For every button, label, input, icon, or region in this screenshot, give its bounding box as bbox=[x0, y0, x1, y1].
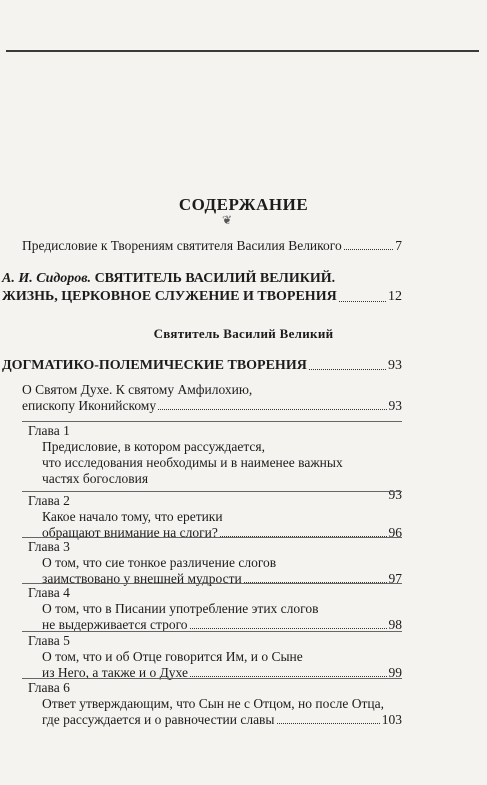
toc-entry-preface[interactable] bbox=[22, 238, 402, 254]
chapter-divider bbox=[22, 678, 402, 679]
toc-entry-chapter-4[interactable] bbox=[42, 601, 402, 633]
toc-page-number: 12 bbox=[388, 289, 402, 304]
chapter-divider bbox=[22, 491, 402, 492]
toc-section-dogmatic[interactable] bbox=[2, 358, 402, 374]
chapter-divider bbox=[22, 537, 402, 538]
toc-entry-chapter-5[interactable] bbox=[42, 649, 402, 681]
chapter-label: Глава 2 bbox=[28, 493, 70, 508]
leader-dots bbox=[158, 409, 386, 410]
bleed-through-running-head bbox=[0, 30, 487, 48]
toc-page-number: 97 bbox=[388, 571, 402, 586]
leader-dots bbox=[190, 628, 387, 629]
chapter-text-line: О том, что в Писании употребление этих слогов bbox=[42, 601, 319, 616]
leader-dots bbox=[190, 676, 387, 677]
ornament-icon: ❦ bbox=[222, 213, 233, 227]
leader-dots bbox=[277, 723, 380, 724]
work-title-line2: епископу Иконийскому bbox=[22, 398, 157, 413]
chapter-text-line: не выдерживается строго bbox=[42, 617, 188, 632]
chapter-text-line: из Него, а также и о Духе bbox=[42, 665, 188, 680]
chapter-divider bbox=[22, 421, 402, 422]
toc-entry-label: Предисловие к Творениям святителя Василия Великого bbox=[22, 238, 342, 253]
chapter-label: Глава 3 bbox=[28, 539, 70, 554]
toc-page-number: 96 bbox=[388, 525, 402, 540]
chapter-text-line: где рассуждается и о равночестии славы bbox=[42, 712, 275, 727]
toc-page-number: 93 bbox=[388, 487, 402, 502]
author-name: А. И. Сидоров. bbox=[2, 271, 92, 286]
chapter-text-line: что исследования необходимы и в наименее важных bbox=[42, 455, 343, 470]
toc-entry-author[interactable] bbox=[2, 270, 402, 306]
toc-page-number: 7 bbox=[395, 238, 402, 253]
chapter-text-line: частях богословия bbox=[42, 471, 149, 486]
toc-entry-work[interactable] bbox=[22, 382, 402, 414]
chapter-text-line: Ответ утверждающим, что Сын не с Отцом, но после Отца, bbox=[42, 696, 385, 711]
toc-page-number: 103 bbox=[381, 712, 402, 727]
chapter-text-line: О том, что и об Отце говорится Им, и о Сыне bbox=[42, 649, 303, 664]
chapter-text-line: обращают внимание на слоги? bbox=[42, 525, 218, 540]
work-title-line1: О Святом Духе. К святому Амфилохию, bbox=[22, 382, 253, 397]
chapter-label: Глава 1 bbox=[28, 423, 70, 438]
chapter-text-line: Какое начало тому, что еретики bbox=[42, 509, 223, 524]
toc-page-number: 98 bbox=[388, 617, 402, 632]
chapter-label: Глава 6 bbox=[28, 680, 70, 695]
chapter-label: Глава 4 bbox=[28, 585, 70, 600]
leader-dots bbox=[339, 301, 386, 302]
toc-page-number: 99 bbox=[388, 665, 402, 680]
toc-entry-chapter-1[interactable] bbox=[42, 439, 402, 503]
leader-dots bbox=[344, 249, 394, 250]
chapter-divider bbox=[22, 583, 402, 584]
chapter-text-line: Предисловие, в котором рассуждается, bbox=[42, 439, 265, 454]
section-label: ДОГМАТИКО-ПОЛЕМИЧЕСКИЕ ТВОРЕНИЯ bbox=[2, 358, 307, 373]
chapter-text-line: заимствовано у внешней мудрости bbox=[42, 571, 242, 586]
header-rule bbox=[6, 50, 479, 52]
toc-entry-chapter-6[interactable] bbox=[42, 696, 402, 728]
leader-dots bbox=[309, 369, 386, 370]
chapter-divider bbox=[22, 631, 402, 632]
chapter-text-line: О том, что сие тонкое различение слогов bbox=[42, 555, 277, 570]
chapter-label: Глава 5 bbox=[28, 633, 70, 648]
author-entry-title-line2: ЖИЗНЬ, ЦЕРКОВНОЕ СЛУЖЕНИЕ И ТВОРЕНИЯ bbox=[2, 289, 337, 304]
author-entry-title-line1: СВЯТИТЕЛЬ ВАСИЛИЙ ВЕЛИКИЙ. bbox=[94, 271, 336, 286]
page-title: СОДЕРЖАНИЕ bbox=[178, 195, 309, 214]
author-label: Святитель Василий Великий bbox=[153, 326, 334, 341]
toc-page-number: 93 bbox=[388, 358, 402, 373]
toc-page-number: 93 bbox=[388, 398, 402, 413]
